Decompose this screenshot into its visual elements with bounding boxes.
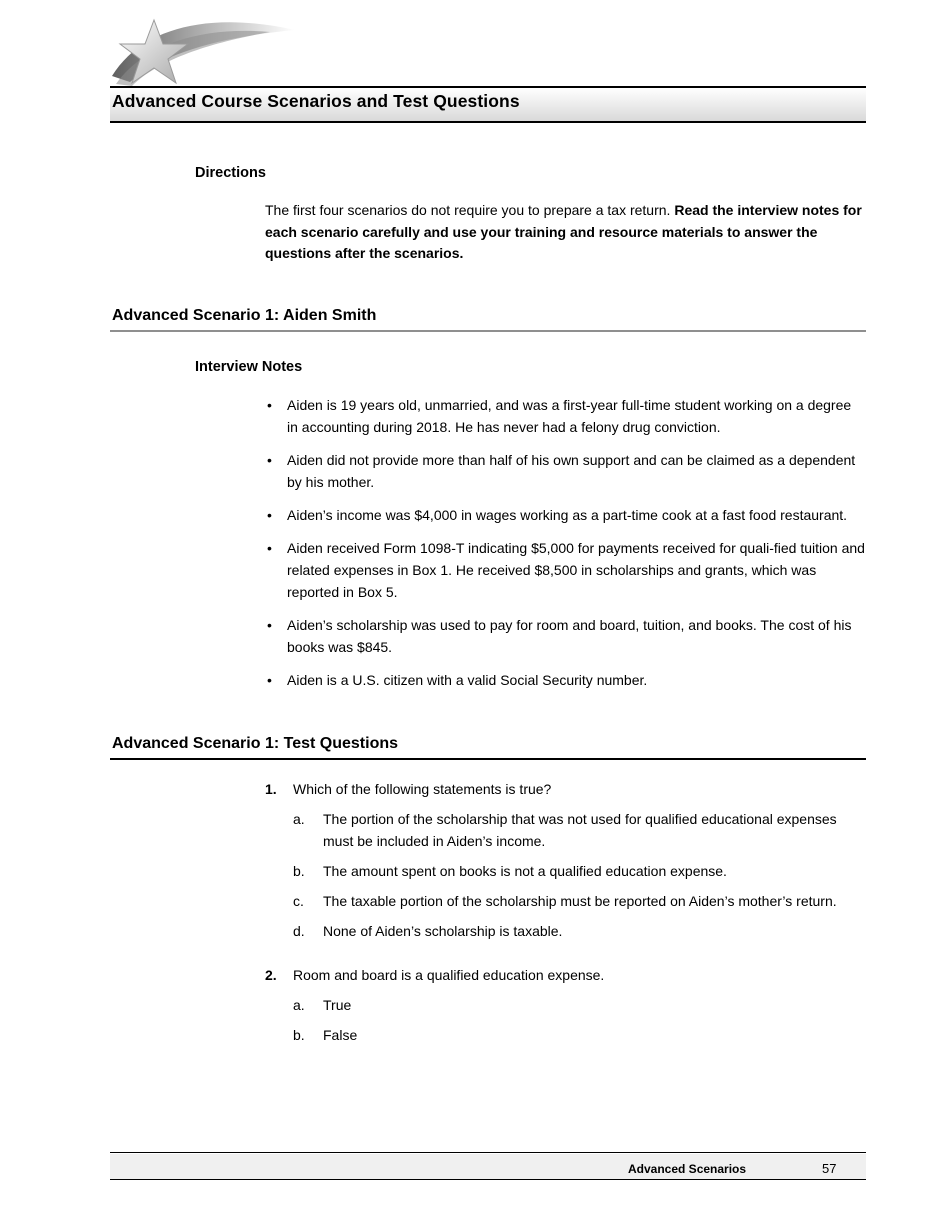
footer-band (110, 1154, 866, 1180)
question-text-row (265, 778, 865, 800)
bullet-icon: • (267, 507, 272, 523)
test-questions-list (265, 778, 865, 1062)
question-text: Room and board is a qualified education expense. (293, 967, 605, 983)
bullet-icon: • (267, 672, 272, 688)
answer-text: The taxable portion of the scholarship must be reported on Aiden’s mother’s return. (323, 893, 837, 909)
answer-choice[interactable] (265, 890, 865, 912)
answer-letter: a. (293, 997, 305, 1013)
footer-label: Advanced Scenarios (628, 1162, 747, 1176)
list-item (265, 669, 865, 691)
test-questions-heading-rule (110, 758, 866, 760)
question-number: 1. (265, 781, 277, 797)
answer-text: None of Aiden’s scholarship is taxable. (323, 923, 563, 939)
list-item-text: Aiden received Form 1098-T indicating $5,000 for payments received for quali-fied tuition and related expenses in Box 1. He received $8,500 in scholarships and grants, which was reported in Box 5. (287, 540, 865, 600)
list-item-text: Aiden did not provide more than half of his own support and can be claimed as a dependent by his mother. (287, 452, 856, 490)
page-title: Advanced Course Scenarios and Test Questions (112, 91, 520, 111)
list-item (265, 394, 865, 438)
answer-letter: a. (293, 811, 305, 827)
list-item (265, 614, 865, 658)
question-text-row (265, 964, 865, 986)
bullet-icon: • (267, 540, 272, 556)
answer-letter: b. (293, 1027, 305, 1043)
star-swoosh-logo-icon (110, 14, 310, 88)
directions-text-plain: The first four scenarios do not require you to prepare a tax return. (265, 202, 675, 218)
scenario-heading-rule (110, 330, 866, 332)
answer-text: The amount spent on books is not a qualified education expense. (323, 863, 727, 879)
question-2 (265, 964, 865, 1046)
interview-notes-list (265, 394, 865, 702)
list-item (265, 537, 865, 603)
answer-choice[interactable] (265, 920, 865, 942)
list-item (265, 449, 865, 493)
answer-text: False (323, 1027, 358, 1043)
list-item (265, 504, 865, 526)
answer-choice[interactable] (265, 994, 865, 1016)
list-item-text: Aiden’s income was $4,000 in wages working as a part-time cook at a fast food restaurant. (287, 507, 848, 523)
list-item-text: Aiden is a U.S. citizen with a valid Social Security number. (287, 672, 648, 688)
answer-letter: d. (293, 923, 305, 939)
answer-choice[interactable] (265, 1024, 865, 1046)
question-text: Which of the following statements is true? (293, 781, 552, 797)
interview-notes-heading: Interview Notes (195, 359, 303, 375)
bullet-icon: • (267, 617, 272, 633)
bullet-icon: • (267, 397, 272, 413)
footer-top-rule (110, 1152, 866, 1153)
answer-text: True (323, 997, 352, 1013)
directions-text-bold: Read the interview notes for each scenario carefully and use your training and resource materials to answer the questions after the scenarios. (265, 202, 862, 261)
directions-heading: Directions (195, 165, 266, 181)
list-item-text: Aiden’s scholarship was used to pay for room and board, tuition, and books. The cost of his books was $845. (287, 617, 852, 655)
page-number: 57 (822, 1161, 837, 1176)
test-questions-heading: Advanced Scenario 1: Test Questions (112, 735, 399, 752)
answer-choice[interactable] (265, 808, 865, 852)
answer-letter: c. (293, 893, 304, 909)
bullet-icon: • (267, 452, 272, 468)
directions-text (265, 200, 865, 265)
answer-choice[interactable] (265, 860, 865, 882)
question-number: 2. (265, 967, 277, 983)
answer-letter: b. (293, 863, 305, 879)
list-item-text: Aiden is 19 years old, unmarried, and was a first-year full-time student working on a degree in accounting during 2018. He has never had a felony drug conviction. (287, 397, 852, 435)
question-1 (265, 778, 865, 942)
answer-text: The portion of the scholarship that was not used for qualified educational expenses must be included in Aiden’s income. (323, 811, 837, 849)
scenario-heading: Advanced Scenario 1: Aiden Smith (112, 307, 377, 324)
